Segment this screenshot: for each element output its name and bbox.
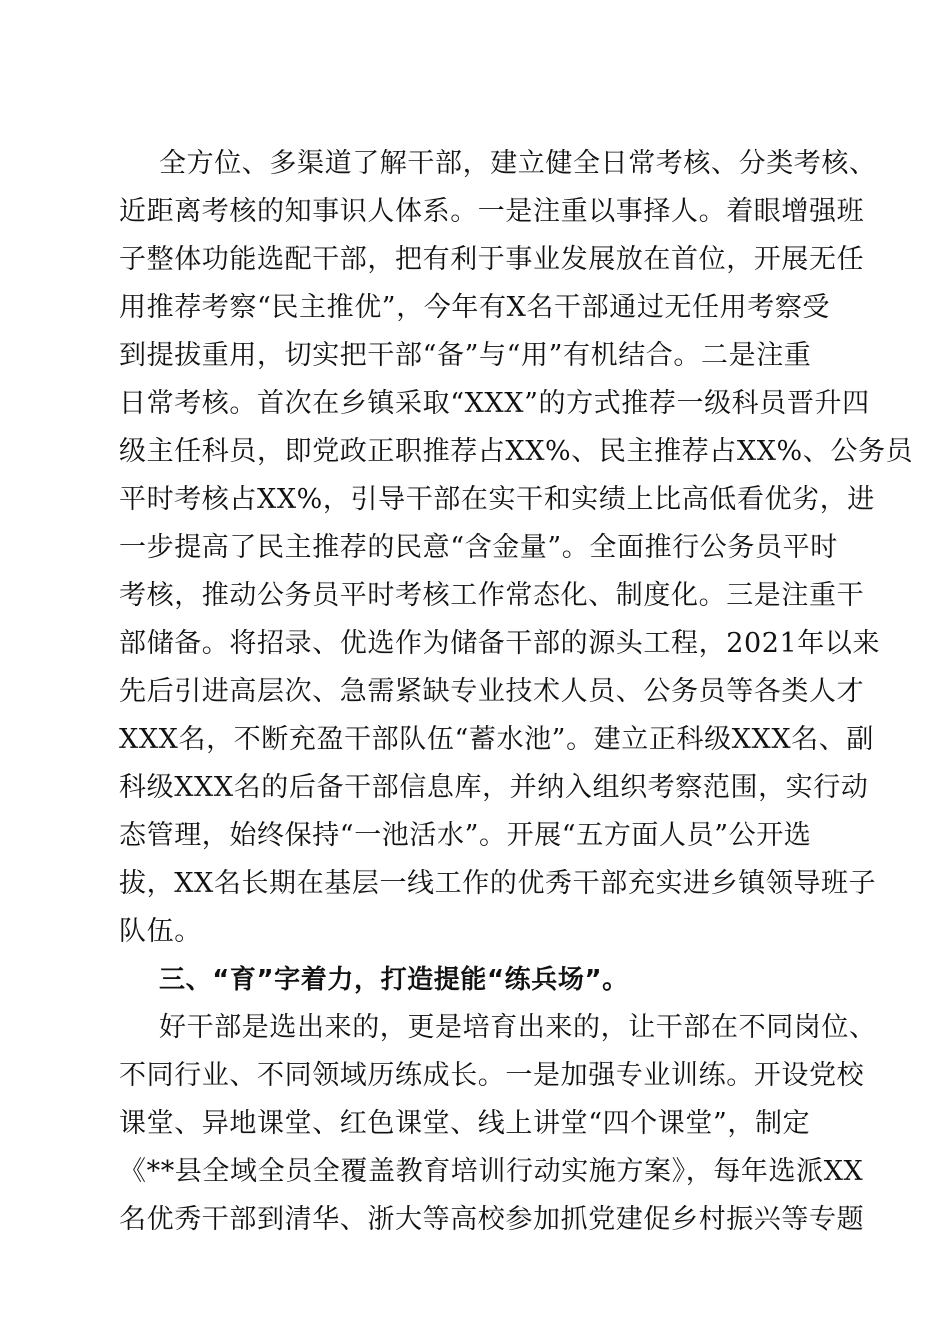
paragraph-line: 一步提高了民主推荐的民意“含金量”。全面推行公务员平时: [119, 532, 838, 563]
section-heading: 三、“育”字着力，打造提能“练兵场”。: [159, 965, 629, 995]
paragraph-line: 考核，推动公务员平时考核工作常态化、制度化。三是注重干: [119, 580, 865, 611]
paragraph-line: 子整体功能选配干部，把有利于事业发展放在首位，开展无任: [119, 244, 865, 275]
paragraph-line: 《**县全域全员全覆盖教育培训行动实施方案》，每年选派XX: [119, 1156, 864, 1187]
paragraph-line: 级主任科员，即党政正职推荐占XX%、民主推荐占XX%、公务员: [119, 436, 914, 467]
paragraph-line: 平时考核占XX%，引导干部在实干和实绩上比高低看优劣，进: [119, 484, 875, 515]
paragraph-line: 用推荐考察“民主推优”，今年有X名干部通过无任用考察受: [119, 292, 831, 323]
paragraph-line: 到提拔重用，切实把干部“备”与“用”有机结合。二是注重: [119, 340, 812, 371]
paragraph-line: 科级XXX名的后备干部信息库，并纳入组织考察范围，实行动: [119, 772, 869, 803]
paragraph-line: 先后引进高层次、急需紧缺专业技术人员、公务员等各类人才: [119, 676, 865, 707]
paragraph-line: 不同行业、不同领域历练成长。一是加强专业训练。开设党校: [119, 1060, 865, 1091]
paragraph-line: 全方位、多渠道了解干部，建立健全日常考核、分类考核、: [159, 148, 877, 179]
paragraph-line: 近距离考核的知事识人体系。一是注重以事择人。着眼增强班: [119, 196, 865, 227]
paragraph-line: 日常考核。首次在乡镇采取“XXX”的方式推荐一级科员晋升四: [119, 388, 870, 419]
paragraph-line: 拔，XX名长期在基层一线工作的优秀干部充实进乡镇领导班子: [119, 868, 877, 899]
paragraph-line: 课堂、异地课堂、红色课堂、线上讲堂“四个课堂”，制定: [119, 1108, 811, 1139]
paragraph-line: XXX名，不断充盈干部队伍“蓄水池”。建立正科级XXX名、副: [119, 724, 874, 755]
paragraph-line: 好干部是选出来的，更是培育出来的，让干部在不同岗位、: [159, 1012, 877, 1043]
paragraph-line: 队伍。: [119, 916, 202, 947]
paragraph-line: 态管理，始终保持“一池活水”。开展“五方面人员”公开选: [119, 820, 812, 851]
paragraph-line: 名优秀干部到清华、浙大等高校参加抓党建促乡村振兴等专题: [119, 1204, 865, 1235]
paragraph-line: 部储备。将招录、优选作为储备干部的源头工程，2021年以来: [119, 628, 881, 659]
